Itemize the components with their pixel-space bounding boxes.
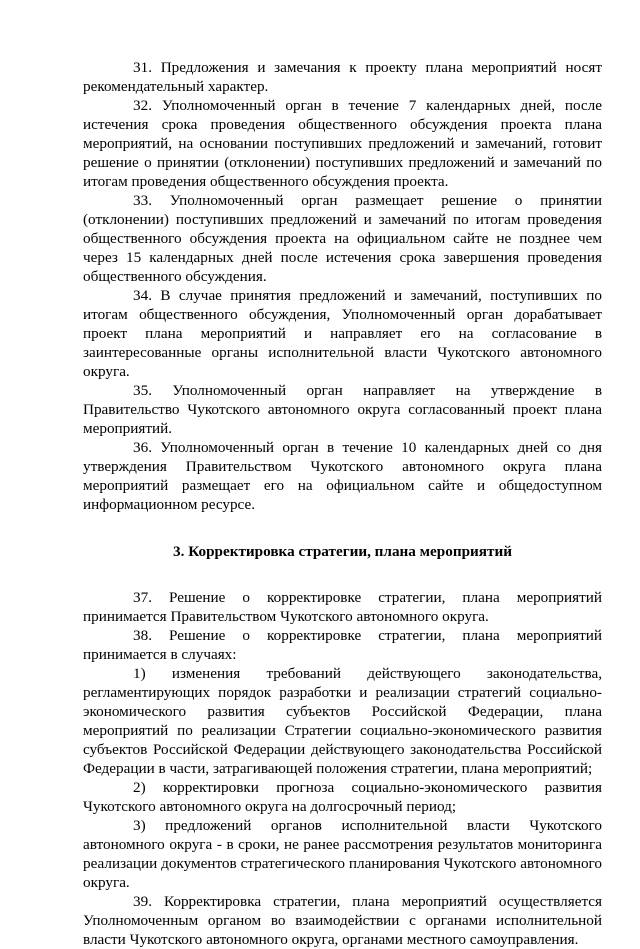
paragraph-32: 32. Уполномоченный орган в течение 7 календарных дней, после истечения срока проведения общественного обсуждения проекта плана мероприятий, на основании поступивших предложений и замечаний, готовит решение о принятии (отклонении) поступивших предложений и замечаний по итогам проведения общественного обсуждения проекта. xyxy=(83,97,602,190)
list-item-1: 1) изменения требований действующего законодательства, регламентирующих порядок разработки и реализации стратегий социально-экономического развития субъектов Российской Федерации, плана мероприятий по реализации Стратегии социально-экономического развития субъектов Российской Федерации действующего законодательства Российской Федерации в части, затрагивающей положения стратегии, плана мероприятий; xyxy=(83,665,602,777)
paragraph-35: 35. Уполномоченный орган направляет на утверждение в Правительство Чукотского автономного округа согласованный проект плана мероприятий. xyxy=(83,382,602,437)
paragraph-36: 36. Уполномоченный орган в течение 10 календарных дней со дня утверждения Правительством Чукотского автономного округа плана мероприятий размещает его на официальном сайте и общедоступном информационном ресурсе. xyxy=(83,439,602,513)
paragraph-38: 38. Решение о корректировке стратегии, плана мероприятий принимается в случаях: xyxy=(83,627,602,663)
list-item-2: 2) корректировки прогноза социально-экономического развития Чукотского автономного округа на долгосрочный период; xyxy=(83,779,602,815)
document-body xyxy=(83,58,602,949)
paragraph-33: 33. Уполномоченный орган размещает решение о принятии (отклонении) поступивших предложений и замечаний по итогам проведения общественного обсуждения проекта на официальном сайте не позднее чем через 15 календарных дней после истечения срока завершения проведения общественного обсуждения. xyxy=(83,192,602,285)
paragraph-37: 37. Решение о корректировке стратегии, плана мероприятий принимается Правительством Чукотского автономного округа. xyxy=(83,589,602,625)
paragraph-31: 31. Предложения и замечания к проекту плана мероприятий носят рекомендательный характер. xyxy=(83,59,602,95)
paragraph-39: 39. Корректировка стратегии, плана мероприятий осуществляется Уполномоченным органом во взаимодействии с органами исполнительной власти Чукотского автономного округа, органами местного самоуправления. xyxy=(83,893,602,948)
section-heading: 3. Корректировка стратегии, плана мероприятий xyxy=(173,543,512,560)
list-item-3: 3) предложений органов исполнительной власти Чукотского автономного округа - в сроки, не ранее рассмотрения результатов мониторинга реализации документов стратегического планирования Чукотского автономного округа. xyxy=(83,817,602,891)
paragraph-34: 34. В случае принятия предложений и замечаний, поступивших по итогам общественного обсуждения, Уполномоченный орган дорабатывает проект плана мероприятий и направляет его на согласование в заинтересованные органы исполнительной власти Чукотского автономного округа. xyxy=(83,287,602,380)
